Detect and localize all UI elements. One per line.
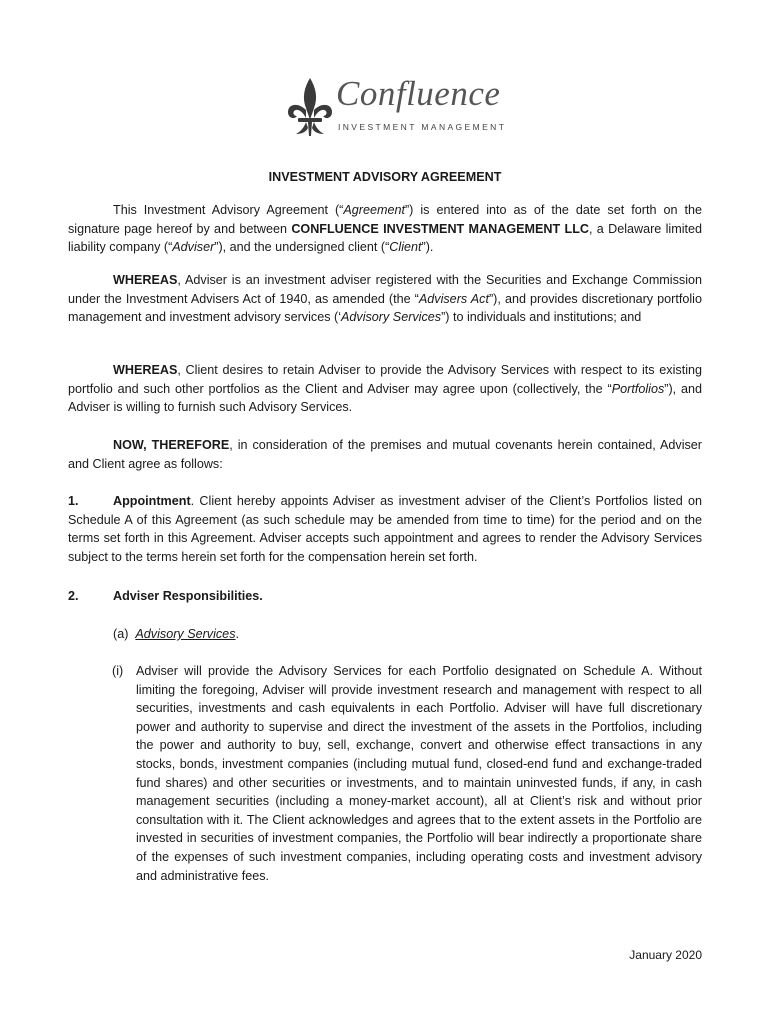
document-title: INVESTMENT ADVISORY AGREEMENT [268, 170, 502, 184]
section-2-heading-row [68, 587, 702, 606]
subsection-a-heading: Advisory Services [135, 627, 236, 641]
now-therefore-paragraph: NOW, THEREFORE, in consideration of the premises and mutual covenants herein contained, Adviser and Client agree as follows: [68, 438, 702, 471]
section-1-heading: Appointment [113, 494, 191, 508]
whereas-paragraph-1: WHEREAS, Adviser is an investment adviser registered with the Securities and Exchange Commission under the Investment Advisers Act of 1940, as amended (the “Advisers Act”), and provides discretionary portfolio management and investment advisory services (‘Advisory Services”) to individuals and institutions; and [68, 273, 702, 325]
section-2-number: 2. [68, 589, 79, 603]
logo-subtitle: INVESTMENT MANAGEMENT [338, 122, 507, 132]
logo-wordmark: Confluence [336, 74, 501, 113]
subsection-i: (i) Adviser will provide the Advisory Services for each Portfolio designated on Schedule A. Without limiting the foregoing, Adviser will provide investment research and management with respect to all securities, investments and cash equivalents in each Portfolio. Adviser will have full discretionary power and authority to supervise and direct the investment of the assets in the Portfolios, including the power and authority to buy, sell, exchange, convert and otherwise effect transactions in any stocks, bonds, investment companies (including mutual fund, closed-end fund and exchange-traded fund shares) and other securities or investments, and to maintain uninvested funds, if any, in cash management securities (including a money-market account), all at Client’s risk and without prior consultation with it. The Client acknowledges and agrees that to the extent assets in the Portfolio are invested in securities of investment companies, the Portfolio will bear indirectly a proportionate share of the expenses of such investment companies, including operating costs and investment advisory and administrative fees. [112, 664, 702, 883]
subsection-a: (a) Advisory Services. [113, 627, 239, 641]
section-2-heading: Adviser Responsibilities. [113, 589, 263, 603]
intro-paragraph: This Investment Advisory Agreement (“Agreement”) is entered into as of the date set forth on the signature page hereof by and between CONFLUENCE INVESTMENT MANAGEMENT LLC, a Delaware limited liability company (“Adviser”), and the undersigned client (“Client”). [68, 203, 703, 255]
footer-date: January 2020 [629, 948, 702, 962]
fleur-de-lis-icon [284, 76, 336, 142]
section-1-appointment: 1. Appointment. Client hereby appoints Adviser as investment adviser of the Client’s Portfolios listed on Schedule A of this Agreement (as such schedule may be amended from time to time) for the period and on the terms set forth in this Agreement. Adviser accepts such appointment and agrees to render the Advisory Services subject to the terms herein set forth for the compensation herein set forth. [68, 494, 702, 564]
section-1-number: 1. [68, 494, 79, 508]
company-logo [284, 72, 507, 144]
whereas-paragraph-2: WHEREAS, Client desires to retain Adviser to provide the Advisory Services with respect to its existing portfolio and such other portfolios as the Client and Adviser may agree upon (collectively, the “Portfolios”), and Adviser is willing to furnish such Advisory Services. [68, 363, 703, 415]
